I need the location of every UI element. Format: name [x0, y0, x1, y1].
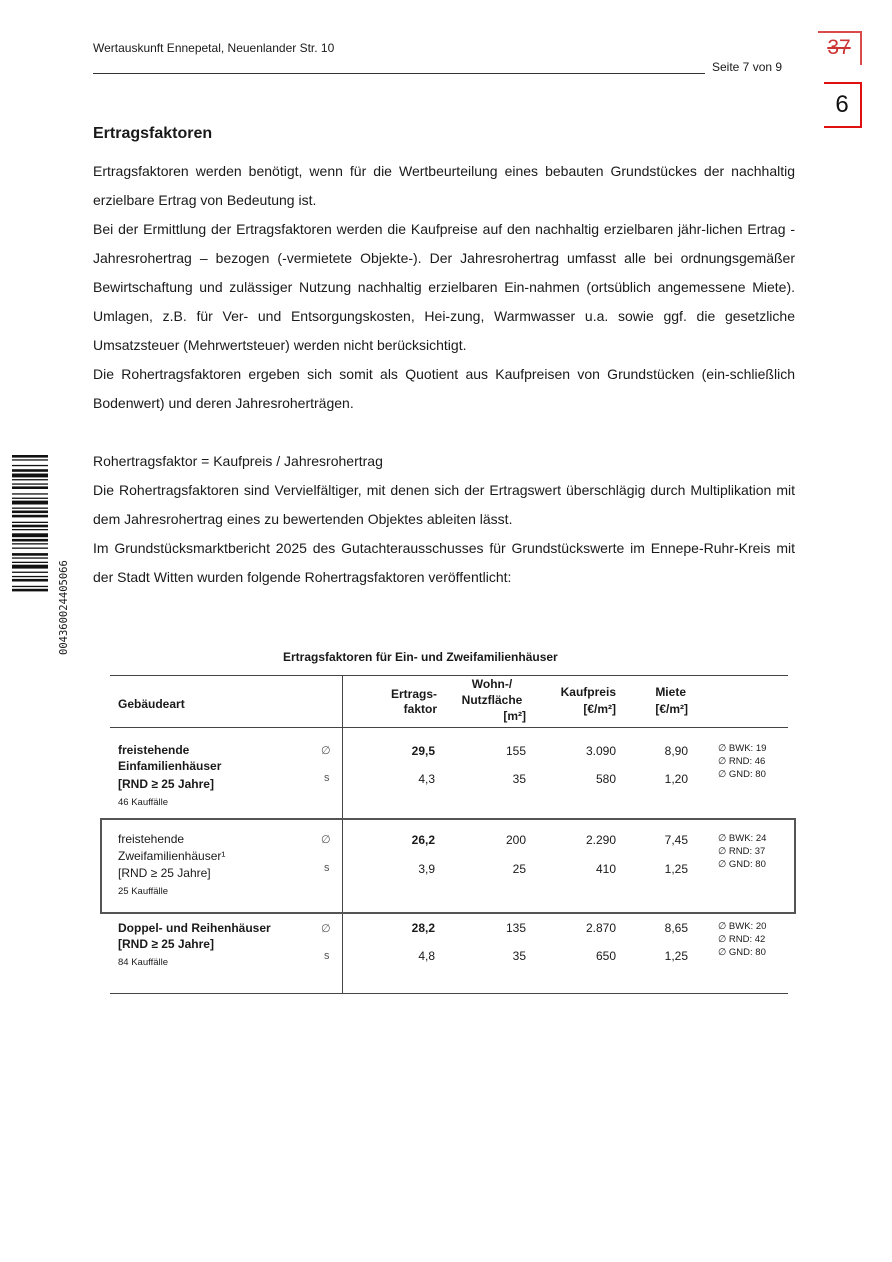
cell-miete-sd: 1,25	[664, 862, 688, 876]
cell-kaufpreis: 2.870	[585, 921, 616, 935]
page-number-new: 6	[824, 82, 862, 128]
header-miete-2: [€/m²]	[655, 702, 688, 716]
sd-symbol: s	[324, 772, 330, 784]
row-note: ∅ RND: 37	[718, 846, 766, 857]
header-flaeche-1: Wohn-/	[471, 677, 513, 691]
barcode-number: 004360024405066	[58, 560, 70, 655]
cell-kaufpreis-sd: 410	[595, 862, 616, 876]
header-page-info: Seite 7 von 9	[712, 60, 783, 74]
sd-symbol: s	[324, 950, 330, 962]
row-name: freistehende	[118, 832, 185, 846]
header-kaufpreis-1: Kaufpreis	[560, 685, 616, 699]
cell-kaufpreis: 2.290	[585, 833, 616, 847]
table-rule-header	[110, 727, 788, 728]
row-name: Zweifamilienhäuser¹	[118, 849, 226, 863]
mean-symbol: ∅	[321, 834, 331, 846]
cell-flaeche-sd: 35	[512, 949, 526, 963]
cell-kaufpreis-sd: 650	[595, 949, 616, 963]
table-caption: Ertragsfaktoren für Ein- und Zweifamilienhäuser	[283, 650, 558, 664]
cell-miete-sd: 1,25	[664, 949, 688, 963]
header-kaufpreis-2: [€/m²]	[583, 702, 616, 716]
table-rule-bottom	[110, 993, 788, 994]
row-name: Doppel- und Reihenhäuser	[118, 921, 271, 935]
cell-kaufpreis: 3.090	[585, 744, 616, 758]
cell-faktor-sd: 4,3	[418, 772, 435, 786]
row-name: [RND ≥ 25 Jahre]	[118, 777, 214, 791]
cell-kaufpreis-sd: 580	[595, 772, 616, 786]
page-number-old: 37	[818, 31, 862, 65]
row-note: ∅ BWK: 24	[718, 833, 767, 844]
mean-symbol: ∅	[321, 745, 331, 757]
header-gebaeudeart: Gebäudeart	[118, 697, 185, 711]
body-text	[93, 157, 795, 592]
barcode	[12, 455, 70, 655]
cell-faktor-sd: 4,8	[418, 949, 435, 963]
cell-faktor: 26,2	[411, 833, 435, 847]
sd-symbol: s	[324, 862, 330, 874]
paragraph: Die Rohertragsfaktoren sind Vervielfältiger, mit denen sich der Ertragswert überschlägig durch Multiplikation mit dem Jahresrohertrag eines zu bewertenden Objektes ableiten lässt.	[93, 482, 795, 527]
header-flaeche-3: [m²]	[503, 709, 526, 723]
row-note: ∅ BWK: 19	[718, 743, 767, 754]
row-count: 46 Kauffälle	[118, 797, 169, 808]
row-note: ∅ GND: 80	[718, 859, 766, 870]
row-note: ∅ RND: 46	[718, 756, 766, 767]
header-title: Wertauskunft Ennepetal, Neuenlander Str. 10	[93, 41, 335, 55]
cell-miete: 8,90	[664, 744, 688, 758]
paragraph: Bei der Ermittlung der Ertragsfaktoren werden die Kaufpreise auf den nachhaltig erzielbaren jähr-lichen Ertrag - Jahresrohertrag – bezogen (-vermietete Objekte-). Der Jahresrohertrag umfasst alle bei ordnungsgemäßer Bewirtschaftung und zulässiger Nutzung nachhaltig erzielbaren Ein-nahmen (ortsüblich angemessene Miete). Umlagen, z.B. für Ver- und Entsorgungskosten, Hei-zung, Warmwasser u.a. sowie ggf. die gesetzliche Umsatzsteuer (Mehrwertsteuer) werden nicht berücksichtigt.	[93, 221, 795, 353]
header-miete-1: Miete	[655, 685, 686, 699]
cell-flaeche: 155	[505, 744, 526, 758]
row-name: freistehende	[118, 743, 190, 757]
cell-flaeche-sd: 25	[512, 862, 526, 876]
cell-miete: 7,45	[664, 833, 688, 847]
paragraph: Ertragsfaktoren werden benötigt, wenn für die Wertbeurteilung eines bebauten Grundstückes der nachhaltig erzielbare Ertrag von Bedeutung ist.	[93, 163, 795, 208]
paragraph: Die Rohertragsfaktoren ergeben sich somit als Quotient aus Kaufpreisen von Grundstücken (ein-schließlich Bodenwert) und deren Jahresroherträgen.	[93, 366, 795, 411]
row-name: Einfamilienhäuser	[118, 759, 222, 773]
row-name: [RND ≥ 25 Jahre]	[118, 937, 214, 951]
row-note: ∅ BWK: 20	[718, 921, 767, 932]
paragraph: Im Grundstücksmarktbericht 2025 des Gutachterausschusses für Grundstückswerte im Ennepe-Ruhr-Kreis mit der Stadt Witten wurden folgende Rohertragsfaktoren veröffentlicht:	[93, 540, 795, 585]
table-rule-top	[110, 675, 788, 676]
factors-table	[110, 675, 788, 995]
header-rule	[93, 73, 705, 74]
row-note: ∅ GND: 80	[718, 947, 766, 958]
header-ertragsfaktor-2: faktor	[403, 702, 437, 716]
row-note: ∅ RND: 42	[718, 934, 766, 945]
cell-miete-sd: 1,20	[664, 772, 688, 786]
barcode-bars	[12, 455, 48, 655]
row-count: 25 Kauffälle	[118, 886, 169, 897]
cell-flaeche-sd: 35	[512, 772, 526, 786]
cell-flaeche: 200	[505, 833, 526, 847]
cell-faktor: 29,5	[411, 744, 435, 758]
header-flaeche-2: Nutzfläche	[461, 693, 523, 707]
header-ertragsfaktor-1: Ertrags-	[390, 687, 437, 701]
cell-flaeche: 135	[505, 921, 526, 935]
row-name: [RND ≥ 25 Jahre]	[118, 866, 211, 880]
row-count: 84 Kauffälle	[118, 957, 169, 968]
formula: Rohertragsfaktor = Kaufpreis / Jahresrohertrag	[93, 453, 383, 469]
cell-miete: 8,65	[664, 921, 688, 935]
mean-symbol: ∅	[321, 923, 331, 935]
section-title: Ertragsfaktoren	[93, 125, 213, 142]
row-note: ∅ GND: 80	[718, 769, 766, 780]
cell-faktor: 28,2	[411, 921, 435, 935]
cell-faktor-sd: 3,9	[418, 862, 435, 876]
